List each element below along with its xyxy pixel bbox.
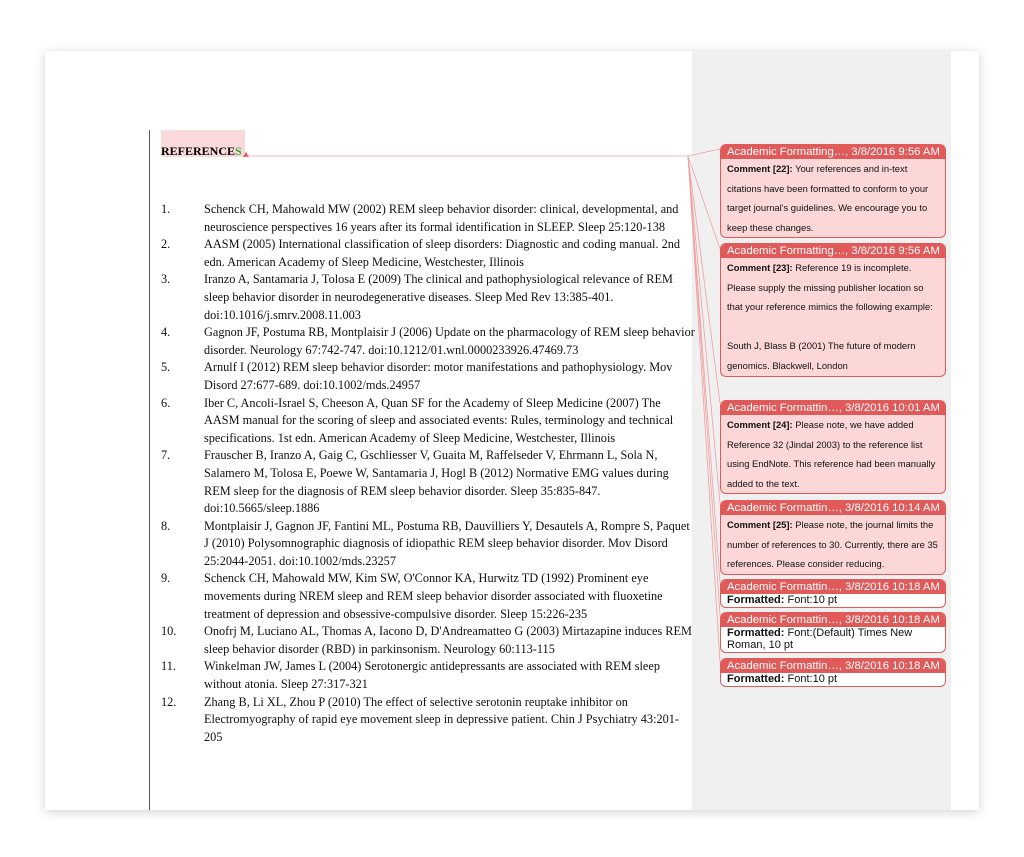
formatting-balloon[interactable] xyxy=(720,612,946,653)
comment-text: Your references and in-text citations have been formatted to conform to your target journal's guidelines. We encourage you to keep these changes. xyxy=(727,163,929,233)
comment-balloon[interactable] xyxy=(720,144,946,238)
reference-item xyxy=(161,236,696,271)
comment-header: Academic Formattin…, 3/8/2016 10:14 AM xyxy=(721,501,945,515)
reference-item xyxy=(161,395,696,448)
comment-balloon[interactable] xyxy=(720,400,946,494)
formatting-header: Academic Formattin…, 3/8/2016 10:18 AM xyxy=(721,580,945,594)
reference-number: 1. xyxy=(161,202,171,216)
comment-body xyxy=(721,159,945,237)
inserted-text: S xyxy=(235,144,242,158)
reference-text: Montplaisir J, Gagnon JF, Fantini ML, Postuma RB, Dauvilliers Y, Desautels A, Rompre S, Paquet J (2010) Polysomnographic diagnosis of idiopathic REM sleep behavior disorder. Mov Disord 25:2044-2051. doi:10.1002/mds.23257 xyxy=(204,518,690,568)
reference-text: AASM (2005) International classification of sleep disorders: Diagnostic and coding manual. 2nd edn. American Academy of Sleep Medicine, Westchester, Illinois xyxy=(204,237,681,269)
formatting-text: Font:10 pt xyxy=(787,594,838,606)
comment-body xyxy=(721,258,945,376)
formatting-balloon[interactable] xyxy=(720,579,946,608)
reference-number: 2. xyxy=(161,237,171,252)
reference-number: 12. xyxy=(161,694,177,709)
formatting-body xyxy=(721,627,945,652)
reference-text: Zhang B, Li XL, Zhou P (2010) The effect of selective serotonin reuptake inhibitor on Electromyography of rapid eye movement sleep in depressive patient. Chin J Psychiatry 43:201-205 xyxy=(204,694,680,744)
reference-number: 6. xyxy=(161,395,171,410)
comment-body xyxy=(721,415,945,493)
reference-text: Iber C, Ancoli-Israel S, Cheeson A, Quan SF for the Academy of Sleep Medicine (2007) The AASM manual for the scoring of sleep and associated events: Rules, terminology and technical specifications. 1st edn. American Academy of Sleep Medicine, Westchester, Illinois xyxy=(204,395,674,445)
reference-number: 8. xyxy=(161,518,171,533)
reference-text: Winkelman JW, James L (2004) Serotonergic antidepressants are associated with REM sleep without atonia. Sleep 27:317-321 xyxy=(204,659,660,692)
comment-header: Academic Formatting…, 3/8/2016 9:56 AM xyxy=(721,145,945,159)
reference-text: Schenck CH, Mahowald MW (2002) REM sleep behavior disorder: clinical, developmental, and neuroscience perspectives 16 years after its formal identification in SLEEP. Sleep 25:120-138 xyxy=(204,202,679,234)
reference-item xyxy=(161,271,696,324)
comment-text: Please note, we have added Reference 32 (Jindal 2003) to the reference list using EndNote. This reference had been manually added to the text. xyxy=(727,419,936,489)
comment-text: Please note, the journal limits the number of references to 30. Currently, there are 35 references. Please consider reducing. xyxy=(727,519,938,570)
formatting-header: Academic Formattin…, 3/8/2016 10:18 AM xyxy=(721,659,945,673)
reference-item xyxy=(161,694,696,747)
reference-text: Gagnon JF, Postuma RB, Montplaisir J (2006) Update on the pharmacology of REM sleep behavior disorder. Neurology 67:742-747. doi:10.1212/01.wnl.0000233926.47469.73 xyxy=(204,325,695,357)
change-bar xyxy=(149,130,150,810)
comment-example: South J, Blass B (2001) The future of modern genomics. Blackwell, London xyxy=(727,340,916,371)
formatting-body xyxy=(721,673,945,686)
comment-body xyxy=(721,515,945,574)
comment-label: Comment [24]: xyxy=(727,419,793,430)
formatting-text: Font:10 pt xyxy=(787,673,838,685)
reference-number: 5. xyxy=(161,360,171,375)
reference-number: 4. xyxy=(161,325,171,340)
reference-number: 9. xyxy=(161,571,171,586)
reference-list xyxy=(161,201,696,746)
reference-number: 11. xyxy=(161,659,176,674)
reference-text: Iranzo A, Santamaria J, Tolosa E (2009) The clinical and pathophysiological relevance of REM sleep behavior disorder in neurodegenerative diseases. Sleep Med Rev 13:385-401. doi:10.1016/j.smrv.2008.11.003 xyxy=(204,272,673,322)
reference-item xyxy=(161,570,696,623)
reference-number: 7. xyxy=(161,448,171,463)
reference-item xyxy=(161,359,696,394)
formatting-body xyxy=(721,594,945,607)
formatting-label: Formatted: xyxy=(727,673,785,685)
comment-anchor-icon xyxy=(243,152,249,157)
document-page xyxy=(45,51,979,810)
heading-text: REFERENCE xyxy=(161,144,236,158)
reference-text: Arnulf I (2012) REM sleep behavior disorder: motor manifestations and pathophysiology. Mov Disord 27:677-689. doi:10.1002/mds.24957 xyxy=(204,360,673,392)
formatting-balloon[interactable] xyxy=(720,658,946,687)
comment-text: Reference 19 is incomplete. Please supply the missing publisher location so that your reference mimics the following example: xyxy=(727,262,933,313)
formatting-label: Formatted: xyxy=(727,594,785,606)
reference-item xyxy=(161,324,696,359)
reference-item xyxy=(161,623,696,658)
formatting-label: Formatted: xyxy=(727,627,785,639)
comment-balloon[interactable] xyxy=(720,243,946,377)
reference-text: Frauscher B, Iranzo A, Gaig C, Gschliesser V, Guaita M, Raffelseder V, Ehrmann L, Sola N, Salamero M, Tolosa E, Poewe W, Santamaria J, Hogl B (2012) Normative EMG values during REM sleep for the diagnosis of REM sleep behavior disorder. Sleep 35:835-847. doi:10.5665/sleep.1886 xyxy=(204,448,669,516)
comment-header: Academic Formattin…, 3/8/2016 10:01 AM xyxy=(721,401,945,415)
references-heading[interactable] xyxy=(161,144,242,159)
reference-item xyxy=(161,201,696,236)
reference-item xyxy=(161,518,696,571)
formatting-text: Font:(Default) Times New Roman, 10 pt xyxy=(727,627,913,651)
reference-number: 10. xyxy=(161,624,177,639)
reference-item xyxy=(161,658,696,693)
reference-text: Onofrj M, Luciano AL, Thomas A, Iacono D, D'Andreamatteo G (2003) Mirtazapine induces REM sleep behavior disorder (RBD) in parkinsonism. Neurology 60:113-115 xyxy=(204,624,692,656)
comment-label: Comment [23]: xyxy=(727,262,793,273)
formatting-header: Academic Formattin…, 3/8/2016 10:18 AM xyxy=(721,613,945,627)
reference-number: 3. xyxy=(161,272,171,287)
comment-balloon[interactable] xyxy=(720,500,946,575)
comment-header: Academic Formatting…, 3/8/2016 9:56 AM xyxy=(721,244,945,258)
comment-label: Comment [25]: xyxy=(727,519,793,530)
reference-text: Schenck CH, Mahowald MW, Kim SW, O'Connor KA, Hurwitz TD (1992) Prominent eye movements during NREM sleep and REM sleep behavior disorder associated with fluoxetine treatment of depression and obsessive-compulsive disorder. Sleep 15:226-235 xyxy=(204,571,663,621)
comment-label: Comment [22]: xyxy=(727,163,793,174)
reference-item xyxy=(161,447,696,517)
